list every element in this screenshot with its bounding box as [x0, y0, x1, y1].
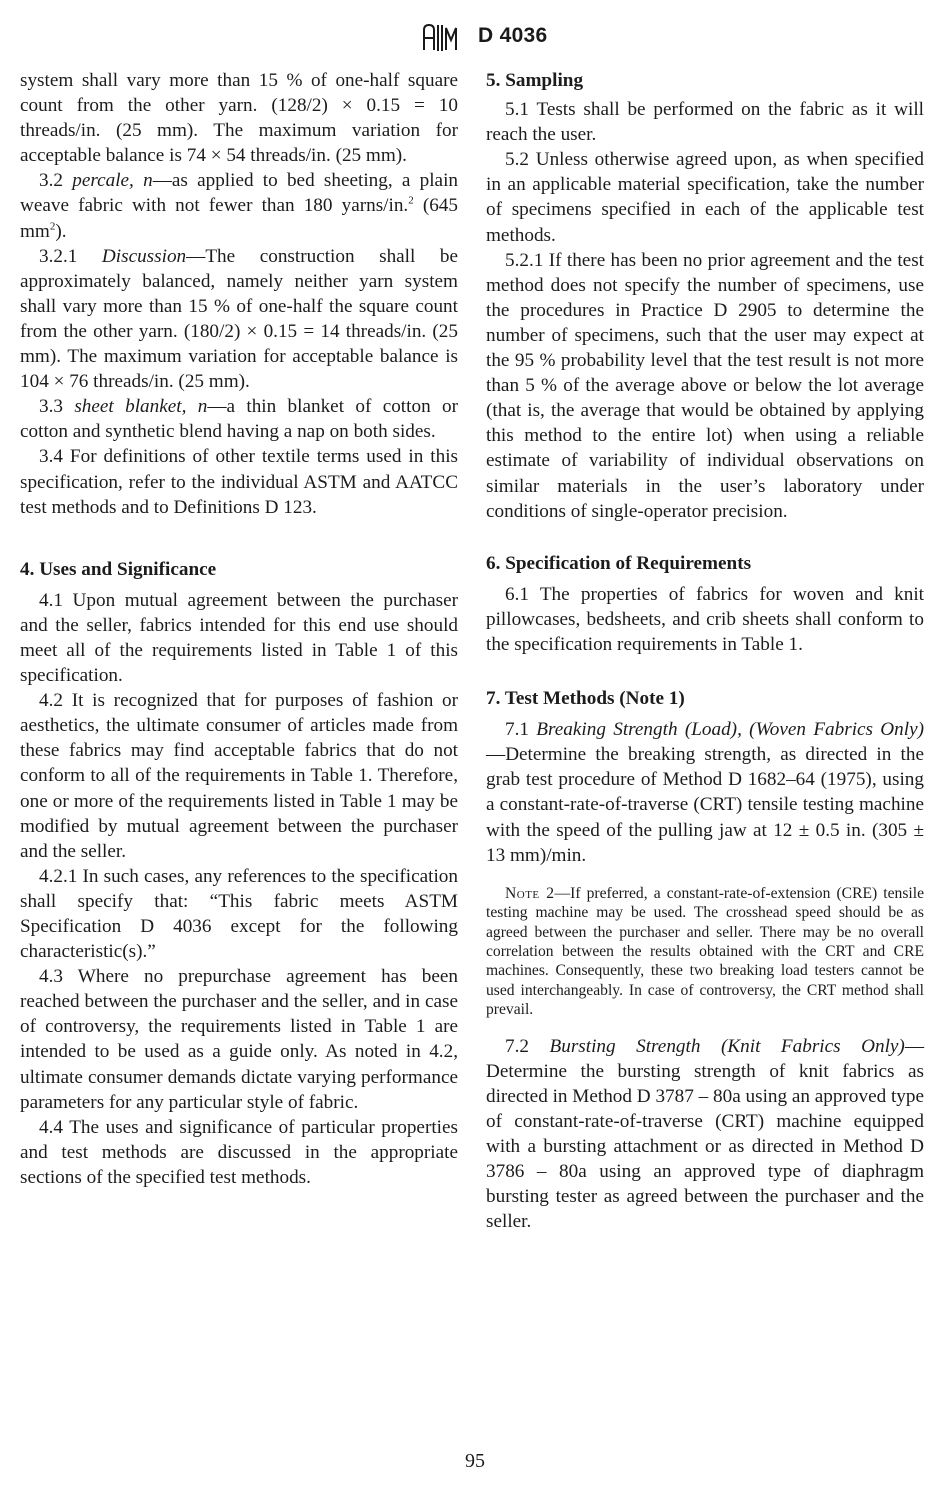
paragraph-3-3: 3.3 sheet blanket, n—a thin blanket of cotton or cotton and synthetic blend having a nap on both sides. [20, 396, 458, 443]
paragraph-5-2-1: 5.2.1 If there has been no prior agreement and the test method does not specify the number of specimens, use the procedures in Practice D 2905 to determine the number of specimens, such that the user may expect at the 95 % probability level that the test result is not more than 5 % of the average above or below the lot average (that is, the average that would be obtained by applying this method to the entire lot) when using a reliable estimate of variability of individual observations on similar materials in the user’s laboratory under conditions of single-operator precision. [486, 249, 924, 522]
paragraph-4-2-1: 4.2.1 In such cases, any references to the specification shall specify that: “This fabric meets ASTM Specification D 4036 except for the following characteristic(s).” [20, 865, 458, 963]
paragraph-4-2: 4.2 It is recognized that for purposes of fashion or aesthetics, the ultimate consumer of articles made from these fabrics may find acceptable fabrics that do not conform to all of the requirements in Table 1. Therefore, one or more of the requirements listed in Table 1 may be modified by mutual agreement between the purchaser and the seller. [20, 690, 458, 862]
paragraph-7-2: 7.2 Bursting Strength (Knit Fabrics Only)—Determine the bursting strength of knit fabrics as directed in Method D 3787 – 80a using an approved type of constant-rate-of-traverse (CRT) machine equipped with a bursting attachment or as directed in Method D 3786 – 80a using an approved type of diaphragm bursting tester as agreed between the purchaser and the seller. [486, 1035, 925, 1233]
paragraph-3-2-1: 3.2.1 Discussion—The construction shall be approximately balanced, namely neither yarn system shall vary more than 15 % of one-half the square count from the other yarn. (180/2) × 0.15 = 14 threads/in. (25 mm). The maximum variation for acceptable balance is 104 × 76 threads/in. (25 mm). [20, 245, 458, 393]
note-2: Note 2—If preferred, a constant-rate-of-extension (CRE) tensile testing machine may be used. The crosshead speed should be as agreed between the purchaser and seller. There may be no overall correlation between the results obtained with the CRT and CRE machines. Consequently, these two breaking load testers cannot be used interchangeably. In case of controversy, the CRT method shall prevail. [486, 884, 924, 1019]
document-id: D 4036 [478, 24, 548, 47]
right-column [486, 68, 924, 1234]
paragraph-continuation: system shall vary more than 15 % of one-half square count from the other yarn. (128/2) × 0.15 = 10 threads/in. (25 mm). The maximum variation for acceptable balance is 74 × 54 threads/in. (25 mm). [20, 70, 458, 167]
page-number: 95 [465, 1450, 485, 1472]
section-heading-5: 5. Sampling [486, 70, 584, 91]
section-heading-6: 6. Specification of Requirements [486, 552, 752, 574]
left-column [20, 68, 458, 1190]
paragraph-4-4: 4.4 The uses and significance of particular properties and test methods are discussed in the appropriate sections of the specified test methods. [20, 1116, 458, 1188]
paragraph-6-1: 6.1 The properties of fabrics for woven and knit pillowcases, bedsheets, and crib sheets shall conform to the specification requirements in Table 1. [486, 583, 924, 655]
paragraph-3-4: 3.4 For definitions of other textile terms used in this specification, refer to the individual ASTM and AATCC test methods and to Definitions D 123. [20, 446, 458, 518]
paragraph-4-1: 4.1 Upon mutual agreement between the purchaser and the seller, fabrics intended for this end use should meet all of the requirements listed in Table 1 of this specification. [20, 589, 458, 687]
paragraph-4-3: 4.3 Where no prepurchase agreement has been reached between the purchaser and the seller, and in case of controversy, the requirements listed in Table 1 are intended to be used as a guide only. As noted in 4.2, ultimate consumer demands dictate varying performance parameters for any particular style of fabric. [20, 966, 458, 1113]
paragraph-5-2: 5.2 Unless otherwise agreed upon, as when specified in an applicable material specification, take the number of specimens specified in each of the applicable test methods. [486, 149, 924, 246]
paragraph-7-1: 7.1 Breaking Strength (Load), (Woven Fabrics Only)—Determine the breaking strength, as directed in the grab test procedure of Method D 1682–64 (1975), using a constant-rate-of-traverse (CRT) tensile testing machine with the speed of the pulling jaw at 12 ± 0.5 in. (305 ± 13 mm)/min. [486, 719, 924, 866]
paragraph-5-1: 5.1 Tests shall be performed on the fabric as it will reach the user. [486, 99, 924, 146]
paragraph-3-2: 3.2 percale, n—as applied to bed sheeting, a plain weave fabric with not fewer than 180 yarns/in.$^2$ (645 $mm^2$). [20, 170, 459, 242]
astm-logo-icon [420, 22, 460, 54]
section-heading-4: 4. Uses and Significance [20, 558, 217, 580]
page-header [0, 22, 950, 54]
section-heading-7: 7. Test Methods (Note 1) [486, 688, 685, 710]
